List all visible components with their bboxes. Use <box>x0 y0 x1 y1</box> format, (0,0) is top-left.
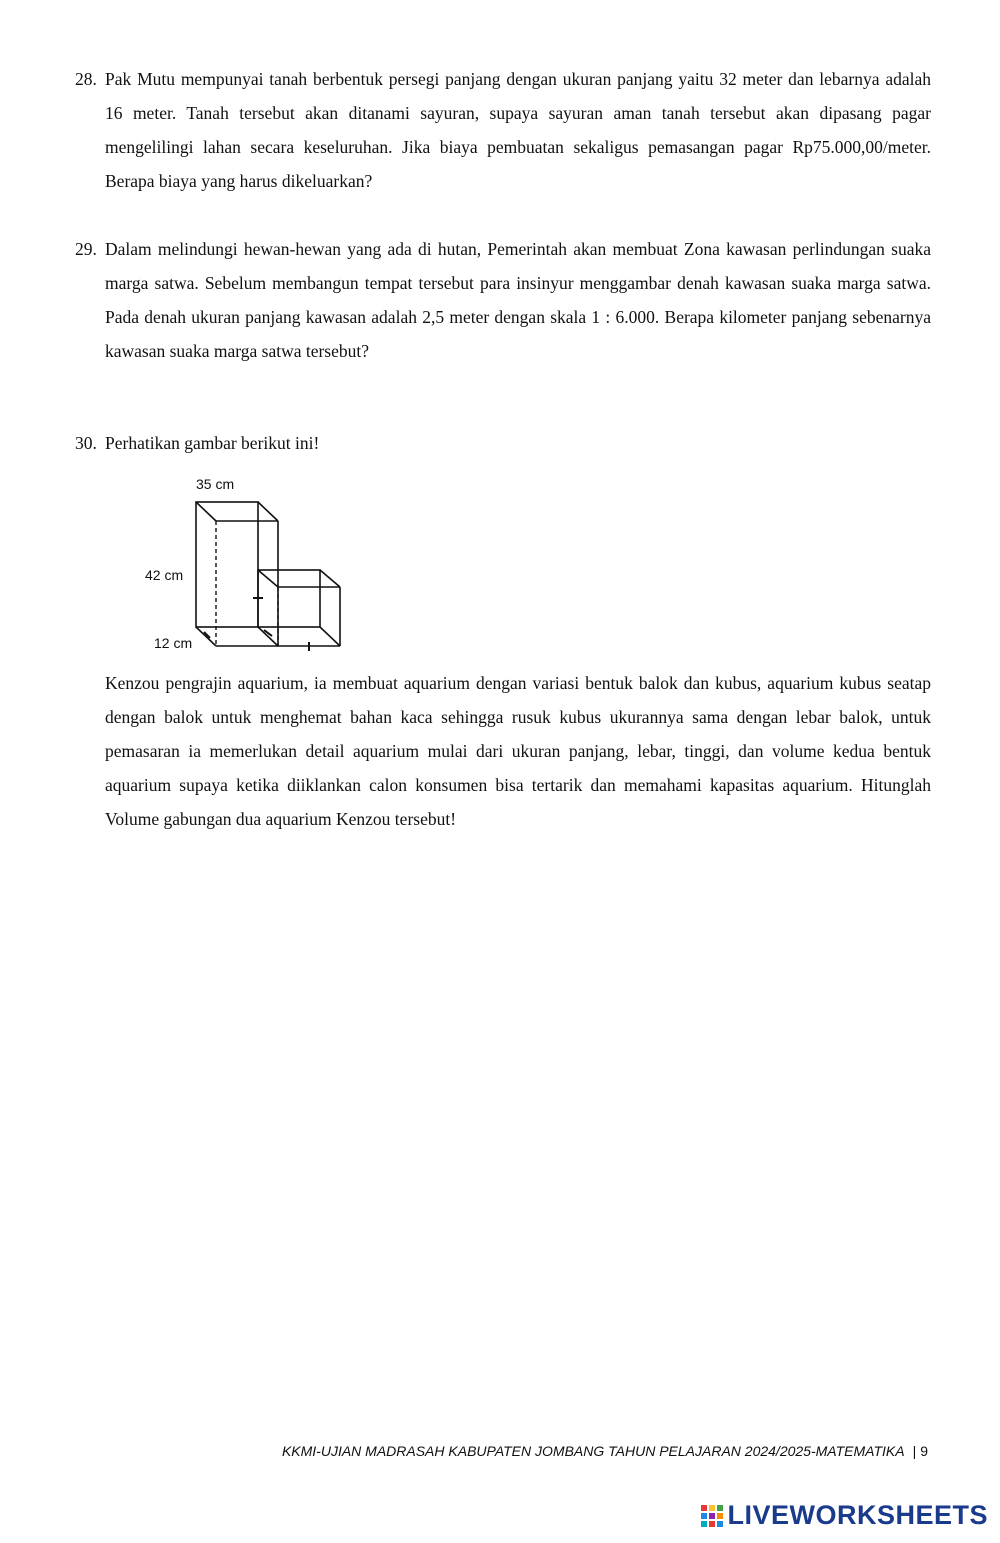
question-30 <box>75 426 931 460</box>
question-number: 29. <box>75 239 97 259</box>
equal-length-ticks <box>204 598 309 651</box>
question-text: Pak Mutu mempunyai tanah berbentuk persegi panjang dengan ukuran panjang yaitu 32 meter dan lebarnya adalah 16 meter. Tanah tersebut akan ditanami sayuran, supaya sayuran aman tanah tersebut akan dipasang pagar mengelilingi lahan secara keseluruhan. Jika biaya pembuatan sekaligus pemasangan pagar Rp75.000,00/meter. Berapa biaya yang harus dikeluarkan? <box>105 69 931 191</box>
width-label: 12 cm <box>154 635 193 651</box>
aquarium-figure <box>140 470 355 660</box>
question-text: Perhatikan gambar berikut ini! <box>105 433 320 453</box>
question-text: Dalam melindungi hewan-hewan yang ada di hutan, Pemerintah akan membuat Zona kawasan perlindungan suaka marga satwa. Sebelum membangun tempat tersebut para insinyur menggambar denah kawasan suaka marga satwa. Pada denah ukuran panjang kawasan adalah 2,5 meter dengan skala 1 : 6.000. Berapa kilometer panjang sebenarnya kawasan suaka marga satwa tersebut? <box>105 239 931 361</box>
brand-watermark[interactable] <box>700 1500 988 1531</box>
cuboid-shape <box>196 502 278 646</box>
question-29 <box>75 232 931 368</box>
question-number: 30. <box>75 433 97 453</box>
footer-text: KKMI-UJIAN MADRASAH KABUPATEN JOMBANG TAHUN PELAJARAN 2024/2025-MATEMATIKA <box>281 1443 905 1459</box>
question-28 <box>75 62 931 198</box>
liveworksheets-logo-icon <box>700 1504 724 1528</box>
height-label: 35 cm <box>196 476 235 492</box>
side-label: 42 cm <box>145 567 184 583</box>
page-footer <box>282 1443 928 1459</box>
question-30-body: Kenzou pengrajin aquarium, ia membuat aquarium dengan variasi bentuk balok dan kubus, aquarium kubus seatap dengan balok untuk menghemat bahan kaca sehingga rusuk kubus ukurannya sama dengan lebar balok, untuk pemasaran ia memerlukan detail aquarium mulai dari ukuran panjang, lebar, tinggi, dan volume kedua bentuk aquarium supaya ketika diiklankan calon konsumen bisa tertarik dan memahami kapasitas aquarium. Hitunglah Volume gabungan dua aquarium Kenzou tersebut! <box>105 673 931 829</box>
brand-name: LIVEWORKSHEETS <box>727 1500 988 1530</box>
footer-separator: | <box>912 1443 917 1459</box>
page-number: 9 <box>920 1443 928 1459</box>
question-number: 28. <box>75 69 97 89</box>
